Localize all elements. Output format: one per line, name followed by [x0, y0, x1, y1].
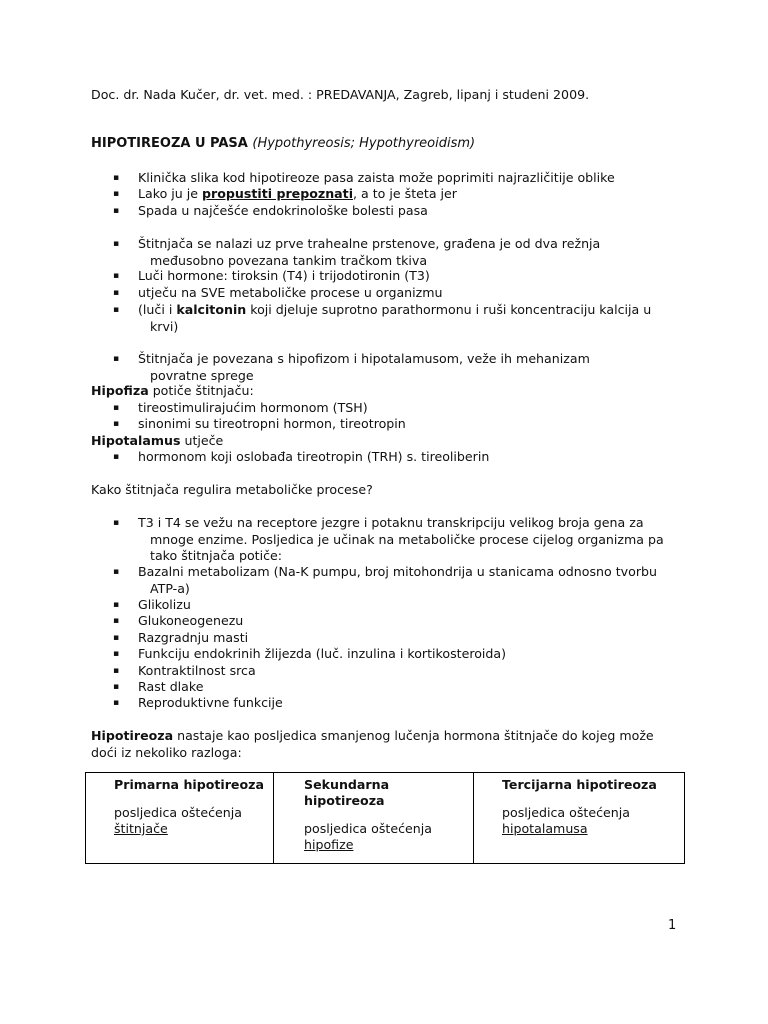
list-item: Rast dlake: [138, 679, 204, 694]
emphasis-text: propustiti prepoznati: [202, 186, 354, 201]
table-cell-text: posljedica oštećenja: [304, 821, 432, 836]
text-fragment: utječe: [180, 433, 224, 448]
text-fragment: Bazalni metabolizam (Na-K pumpu, broj mitohondrija u stanicama odnosno tvorbu ATP-a): [138, 564, 657, 596]
bullet-icon: ▪: [113, 206, 120, 216]
table-header: Primarna hipotireoza: [114, 777, 264, 792]
emphasis-text: kalcitonin: [176, 302, 247, 317]
list-item: [138, 351, 638, 384]
list-item: Klinička slika kod hipotireoze pasa zaista može poprimiti najrazličitije oblike: [138, 170, 615, 185]
bullet-icon: ▪: [113, 189, 120, 199]
hipofiza-line: [91, 383, 254, 399]
table-header: Sekundarna hipotireoza: [304, 777, 390, 808]
list-item: [138, 186, 678, 203]
list-item: Reproduktivne funkcije: [138, 695, 283, 710]
text-fragment: , a to je šteta jer: [353, 186, 457, 201]
document-title: [91, 136, 475, 152]
hipotalamus-line: [91, 433, 223, 449]
table-cell-secondary: [274, 773, 474, 864]
list-item: [138, 515, 668, 565]
list-item-text: [138, 236, 678, 269]
table-header: Tercijarna hipotireoza: [502, 777, 657, 792]
bullet-icon: ▪: [113, 649, 120, 659]
bullet-icon: ▪: [113, 666, 120, 676]
document-header: Doc. dr. Nada Kučer, dr. vet. med. : PREDAVANJA, Zagreb, lipanj i studeni 2009.: [91, 87, 590, 102]
text-fragment: nastaje kao posljedica smanjenog lučenja hormona štitnjače do kojeg može doći iz nekoliko razloga:: [91, 728, 654, 760]
table-cell-organ: hipotalamusa: [502, 821, 588, 836]
text-fragment: Štitnjača je povezana s hipofizom i hipotalamusom, veže ih mehanizam povratne sprege: [138, 351, 590, 383]
bullet-icon: ▪: [113, 452, 120, 462]
list-item: Luči hormone: tiroksin (T4) i trijodotironin (T3): [138, 268, 430, 283]
bullet-icon: ▪: [113, 403, 120, 413]
title-latin: (Hypothyreosis; Hypothyreoidism): [252, 136, 476, 151]
emphasis-text: Hipotalamus: [91, 433, 181, 448]
table-cell-primary: [86, 773, 274, 864]
list-item: utječu na SVE metaboličke procese u organizmu: [138, 285, 443, 300]
bullet-icon: ▪: [113, 173, 120, 183]
hypothyroidism-types-table: [85, 772, 685, 864]
table-cell-tertiary: [474, 773, 685, 864]
emphasis-text: Hipofiza: [91, 383, 149, 398]
list-item: [138, 564, 668, 597]
bullet-icon: ▪: [113, 518, 120, 528]
bullet-icon: ▪: [113, 567, 120, 577]
bullet-icon: ▪: [113, 600, 120, 610]
page-number: 1: [668, 918, 677, 933]
bullet-icon: ▪: [113, 633, 120, 643]
list-item: Kontraktilnost srca: [138, 663, 256, 678]
list-item: [138, 302, 678, 335]
bullet-icon: ▪: [113, 239, 120, 249]
table-cell-text: posljedica oštećenja: [502, 805, 630, 820]
list-item: hormonom koji oslobađa tireotropin (TRH) s. tireoliberin: [138, 449, 490, 464]
bullet-icon: ▪: [113, 698, 120, 708]
list-item: tireostimulirajućim hormonom (TSH): [138, 400, 368, 415]
text-fragment: potiče štitnjaču:: [148, 383, 254, 398]
list-item: sinonimi su tireotropni hormon, tireotropin: [138, 416, 406, 431]
list-item: Glikolizu: [138, 597, 191, 612]
list-item: Razgradnju masti: [138, 630, 249, 645]
list-item: Funkciju endokrinih žlijezda (luč. inzulina i kortikosteroida): [138, 646, 507, 661]
text-fragment: Štitnjača se nalazi uz prve trahealne prstenove, građena je od dva režnja međusobno povezana tankim tračkom tkiva: [138, 236, 601, 268]
text-fragment: T3 i T4 se vežu na receptore jezgre i potaknu transkripciju velikog broja gena za mnoge enzime. Posljedica je učinak na metaboličke procese cijelog organizma pa tako štitnjača potiče:: [138, 515, 664, 563]
bullet-icon: ▪: [113, 305, 120, 315]
bullet-icon: ▪: [113, 354, 120, 364]
bullet-icon: ▪: [113, 682, 120, 692]
bullet-icon: ▪: [113, 271, 120, 281]
table-cell-organ: hipofize: [304, 837, 354, 852]
table-cell-organ: štitnjače: [114, 821, 168, 836]
table-cell-text: posljedica oštećenja: [114, 805, 242, 820]
list-item: Spada u najčešće endokrinološke bolesti pasa: [138, 203, 428, 218]
text-fragment: koji djeluje suprotno parathormonu i ruši koncentraciju kalcija u krvi): [150, 302, 652, 334]
emphasis-text: Hipotireoza: [91, 728, 174, 743]
closing-paragraph: [91, 728, 666, 761]
question-line: Kako štitnjača regulira metaboličke procese?: [91, 482, 373, 497]
bullet-icon: ▪: [113, 288, 120, 298]
bullet-icon: ▪: [113, 419, 120, 429]
text-fragment: Lako ju je: [138, 186, 203, 201]
list-item: Glukoneogenezu: [138, 613, 244, 628]
title-main: HIPOTIREOZA U PASA: [91, 136, 248, 151]
bullet-icon: ▪: [113, 616, 120, 626]
text-fragment: (luči i: [138, 302, 177, 317]
